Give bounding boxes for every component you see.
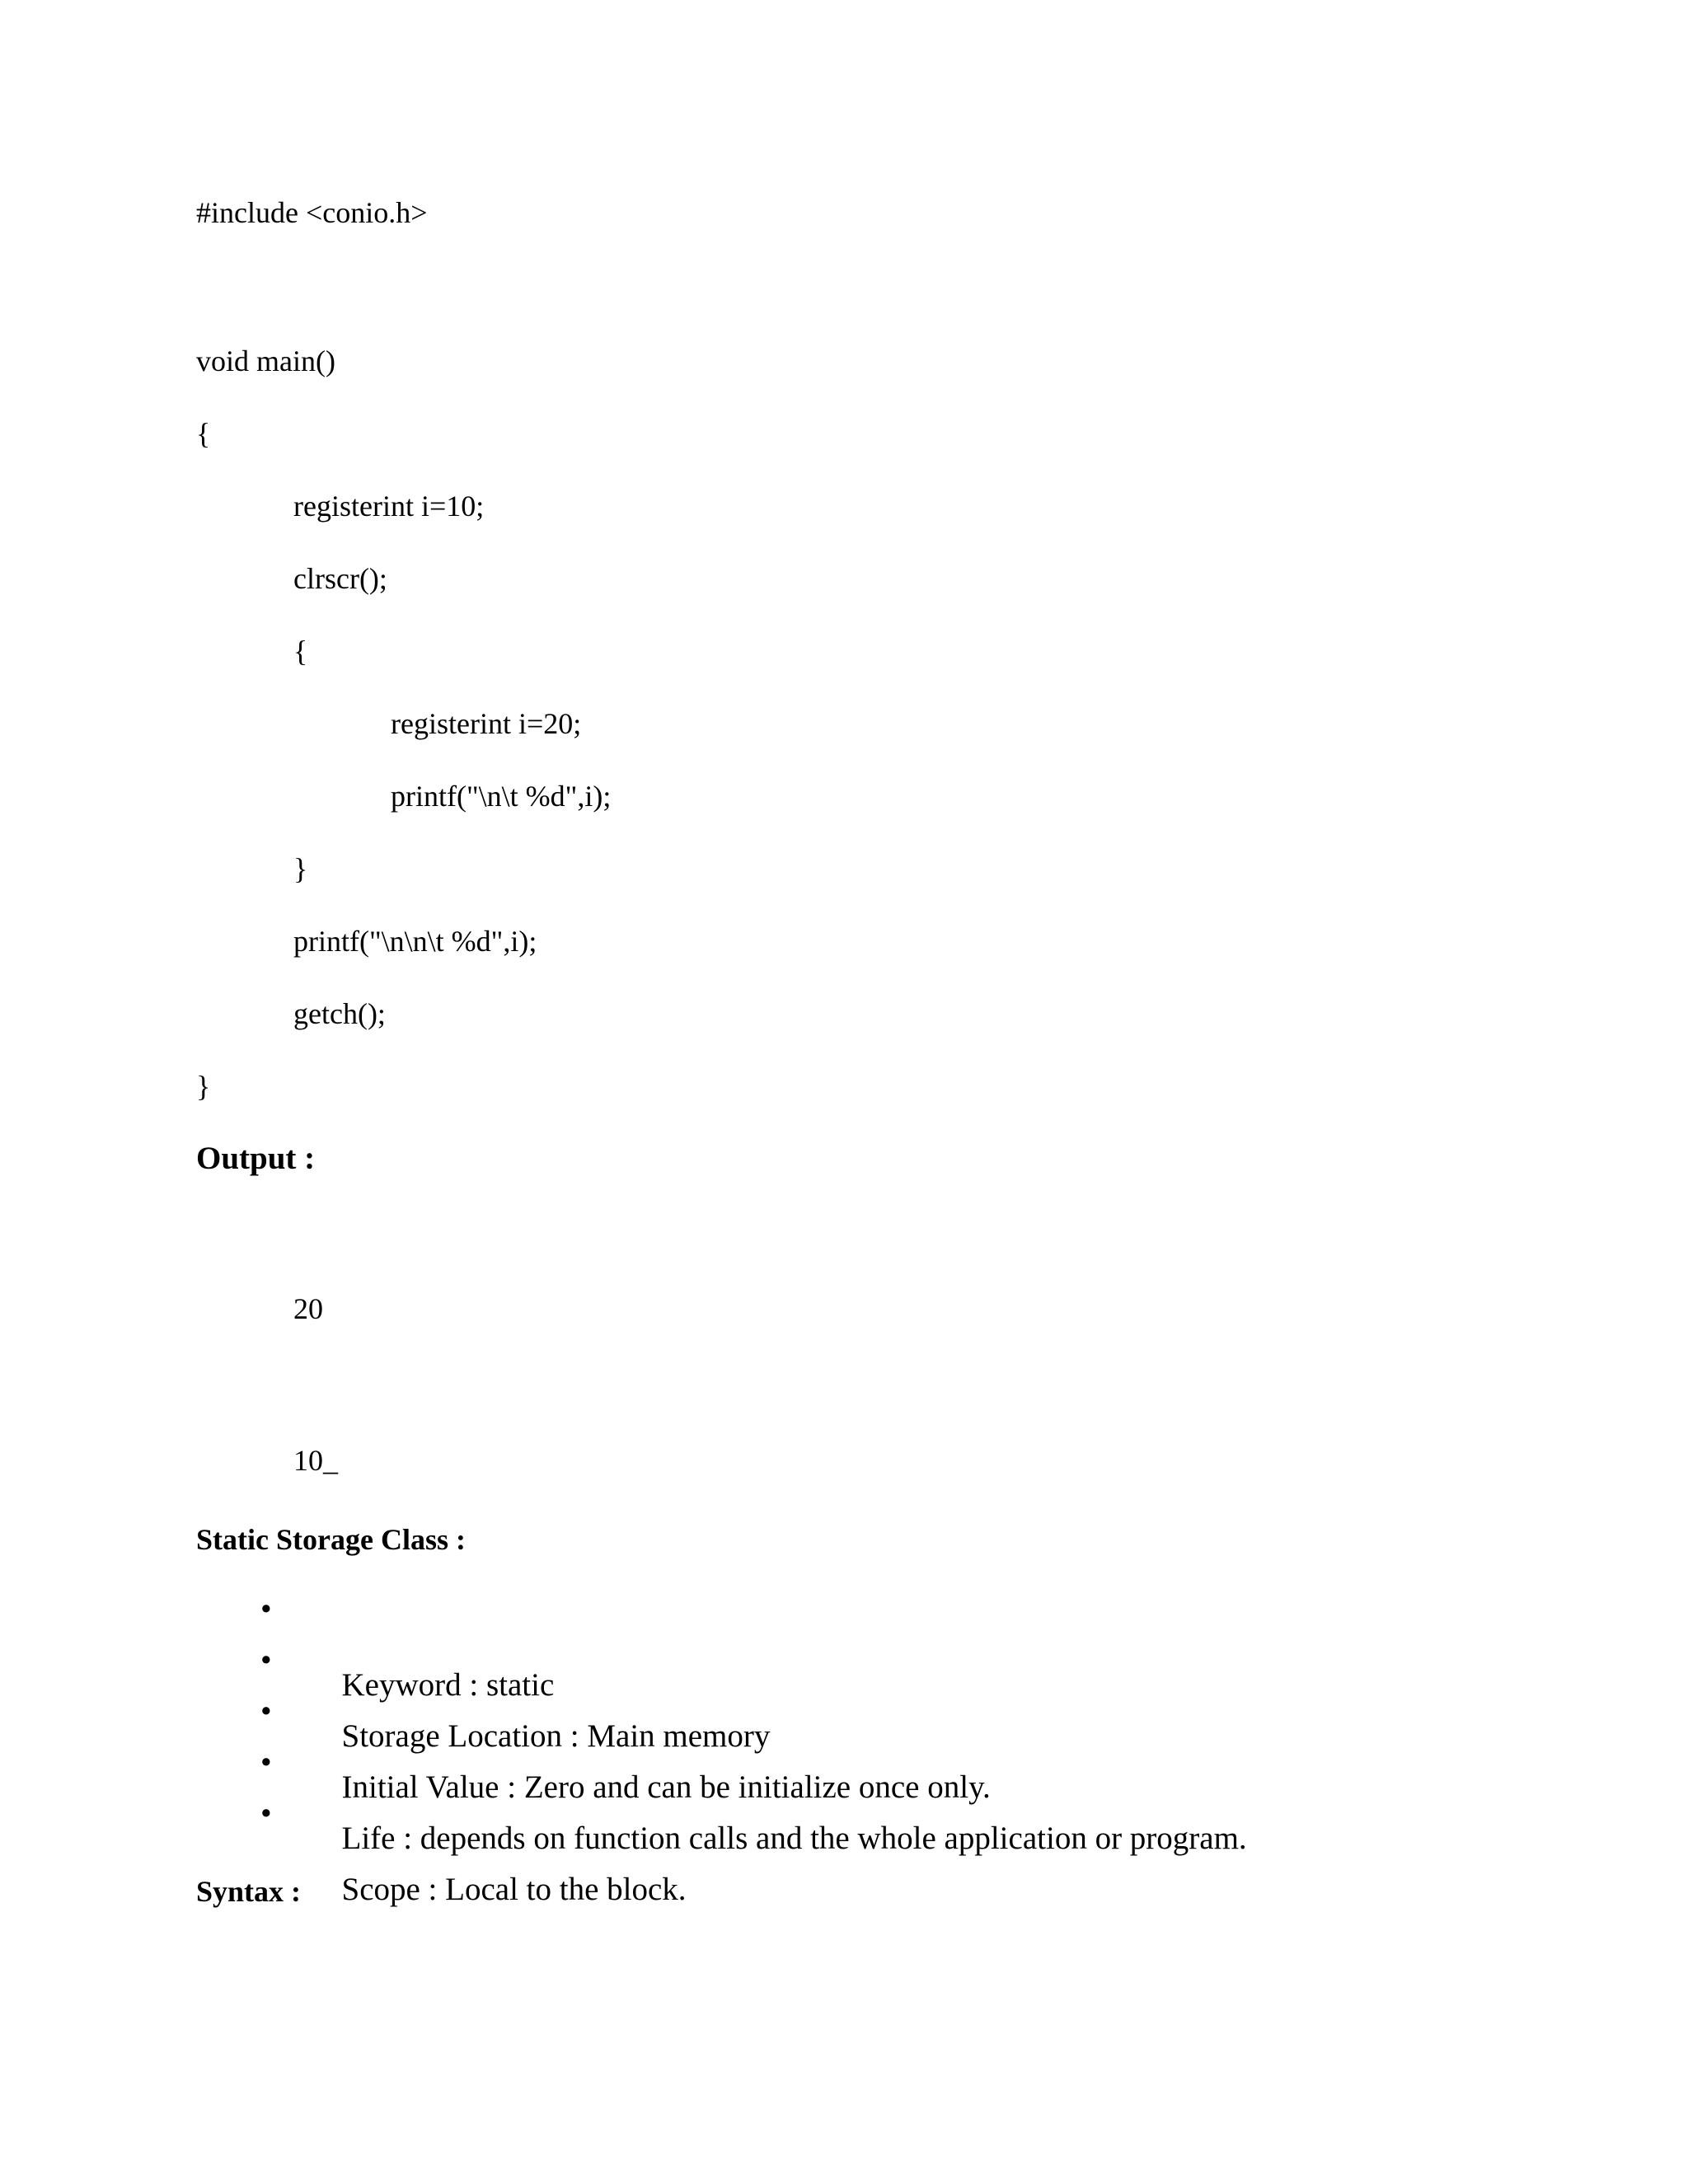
- code-include-line: #include <conio.h>: [196, 196, 428, 229]
- output-line-2: 10_: [293, 1444, 338, 1477]
- bullet-dot-icon: •: [260, 1694, 272, 1729]
- code-decl-outer: registerint i=10;: [293, 490, 485, 523]
- code-main-signature: void main(): [196, 344, 335, 377]
- bullet-dot-icon: •: [260, 1796, 272, 1831]
- bullet-text: Initial Value : Zero and can be initialize once only.: [341, 1769, 991, 1805]
- bullet-text: Life : depends on function calls and the whole application or program.: [341, 1821, 1247, 1856]
- bullet-item-scope: [260, 1795, 687, 1947]
- code-clrscr-call: clrscr();: [293, 562, 387, 595]
- syntax-heading: Syntax :: [196, 1875, 302, 1908]
- output-heading: Output :: [196, 1141, 316, 1176]
- bullet-text: Storage Location : Main memory: [341, 1718, 771, 1754]
- bullet-text: Scope : Local to the block.: [341, 1872, 687, 1907]
- output-line-1: 20: [293, 1292, 323, 1325]
- code-printf-outer: printf("\n\n\t %d",i);: [293, 925, 537, 958]
- code-inner-close-brace: }: [293, 852, 308, 885]
- code-printf-inner: printf("\n\t %d",i);: [391, 780, 612, 813]
- code-close-brace: }: [196, 1070, 211, 1103]
- static-storage-class-heading: Static Storage Class :: [196, 1523, 466, 1556]
- bullet-text: Keyword : static: [341, 1667, 555, 1703]
- code-getch-call: getch();: [293, 997, 386, 1030]
- code-inner-open-brace: {: [293, 635, 308, 668]
- bullet-dot-icon: •: [260, 1591, 272, 1627]
- code-open-brace: {: [196, 417, 211, 450]
- bullet-dot-icon: •: [260, 1643, 272, 1678]
- code-decl-inner: registerint i=20;: [391, 707, 582, 740]
- bullet-dot-icon: •: [260, 1745, 272, 1780]
